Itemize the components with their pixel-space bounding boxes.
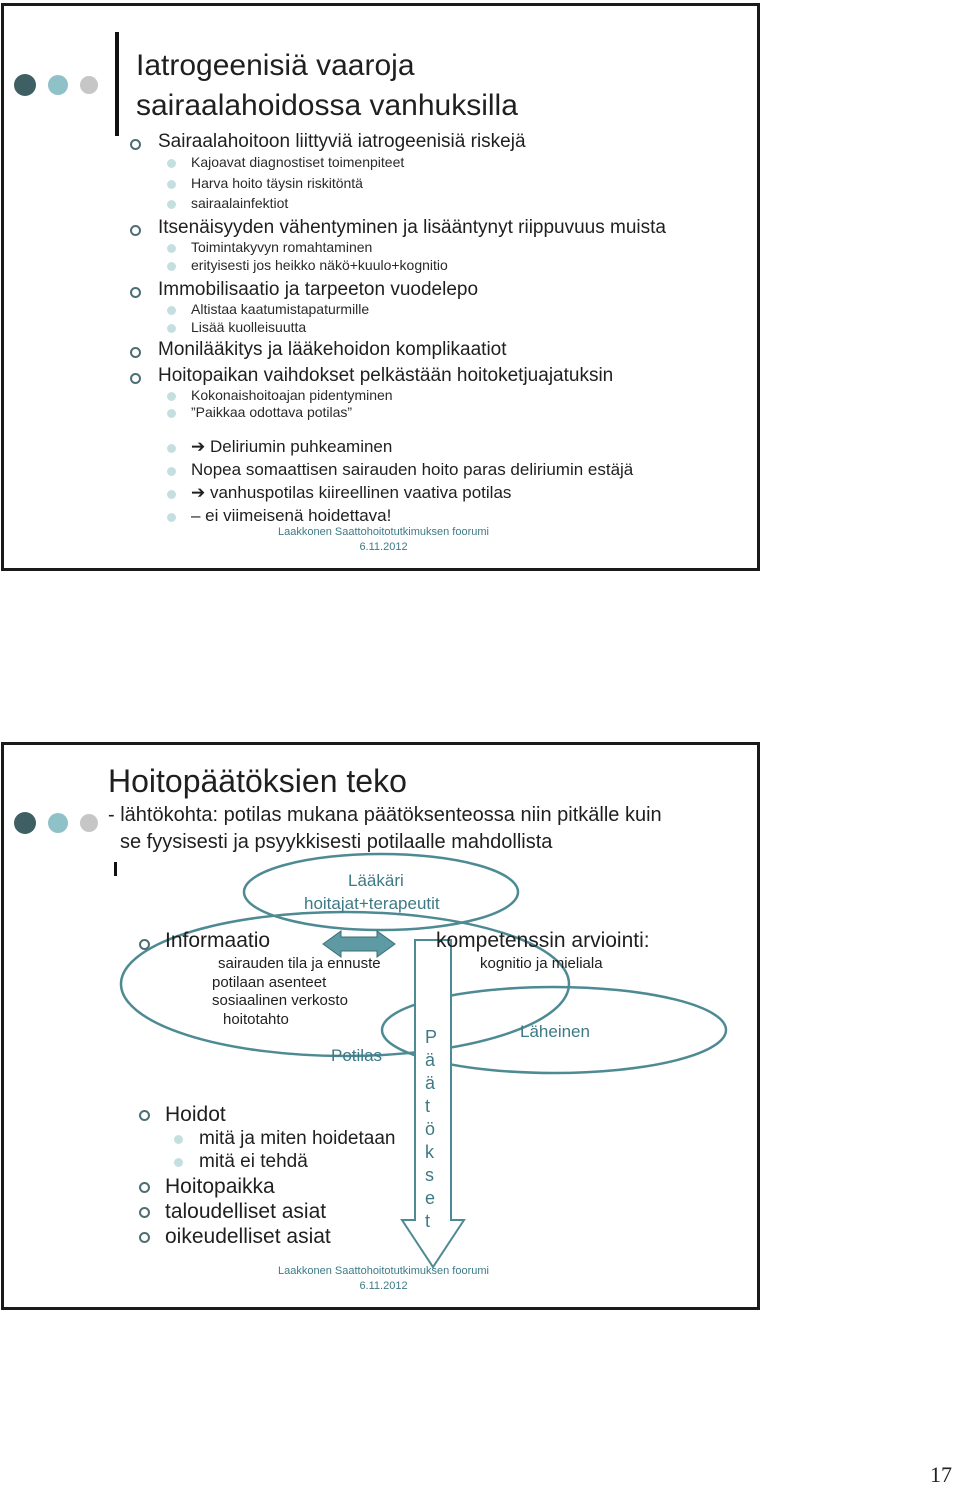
slide-1 — [1, 3, 760, 571]
bullet-text-level-3: ➔ vanhuspotilas kiireellinen vaativa potilas — [191, 483, 512, 502]
bullet-dot — [167, 444, 176, 453]
decision-arrow-icon — [402, 940, 464, 1267]
intro-line1: - lähtökohta: potilas mukana päätöksenteossa niin pitkälle kuin — [108, 804, 662, 826]
arrow-letter: ä — [425, 1050, 436, 1070]
bullet-text-level-2: erityisesti jos heikko näkö+kuulo+kognitio — [191, 257, 448, 273]
bullet-text-level-3: Nopea somaattisen sairauden hoito paras deliriumin estäjä — [191, 460, 634, 479]
kognitio-label: kognitio ja mieliala — [480, 955, 603, 972]
bullet-ring — [130, 139, 141, 150]
bottom-item: oikeudelliset asiat — [165, 1225, 331, 1248]
footer-author: Laakkonen Saattohoitotutkimuksen foorumi — [278, 526, 489, 538]
dot-mid — [48, 75, 68, 95]
bottom-item: Hoitopaikka — [165, 1175, 275, 1198]
bullet-ring — [130, 287, 141, 298]
bullet-ring — [139, 1110, 150, 1121]
potilas-label: Potilas — [331, 1046, 383, 1065]
info-item: potilaan asenteet — [212, 974, 327, 991]
bullet-ring — [130, 225, 141, 236]
bullet-text-level-2: sairaalainfektiot — [191, 195, 289, 211]
bullet-text-level-1: Sairaalahoitoon liittyviä iatrogeenisiä riskejä — [158, 131, 526, 152]
bullet-text-level-1: Itsenäisyyden vähentyminen ja lisääntynyt riippuvuus muista — [158, 217, 666, 238]
decision-diagram — [4, 745, 757, 1307]
slide-title-line1: Iatrogeenisiä vaaroja — [136, 49, 415, 82]
top-ellipse-label2: hoitajat+terapeutit — [304, 894, 440, 913]
bullet-dot — [167, 262, 176, 271]
bullet-dot — [167, 200, 176, 209]
informaatio-label: Informaatio — [165, 929, 271, 952]
footer-date: 6.11.2012 — [359, 1280, 408, 1292]
bullet-text-level-2: ”Paikkaa odottava potilas” — [191, 404, 353, 420]
bullet-text-level-3: ➔ Deliriumin puhkeaminen — [191, 437, 393, 456]
info-item: hoitotahto — [223, 1011, 289, 1028]
bullet-dot — [167, 392, 176, 401]
dot-light — [80, 76, 98, 94]
info-item: sosiaalinen verkosto — [212, 992, 348, 1009]
intro-line2: se fyysisesti ja psyykkisesti potilaalle mahdollista — [120, 831, 553, 853]
bullet-dot — [167, 409, 176, 418]
arrow-letter: s — [425, 1165, 434, 1185]
bullet-dot — [167, 180, 176, 189]
slide-title-line2: sairaalahoidossa vanhuksilla — [136, 89, 518, 122]
arrow-letter: t — [425, 1211, 431, 1231]
bullet-text-level-2: Altistaa kaatumistapaturmille — [191, 301, 370, 317]
bullet-text-level-1: Immobilisaatio ja tarpeeton vuodelepo — [158, 279, 479, 300]
bullet-text-level-2: Harva hoito täysin riskitöntä — [191, 175, 363, 191]
arrow-letter: t — [425, 1096, 431, 1116]
bullet-ring — [130, 373, 141, 384]
top-ellipse-label1: Lääkäri — [348, 871, 404, 890]
bottom-item: taloudelliset asiat — [165, 1200, 327, 1223]
info-item: sairauden tila ja ennuste — [218, 955, 381, 972]
arrow-letter: ä — [425, 1073, 436, 1093]
double-arrow-icon — [323, 931, 395, 957]
bullet-text-level-2: Kokonaishoitoajan pidentyminen — [191, 387, 393, 403]
bullet-ring — [139, 1232, 150, 1243]
bullet-text-level-2: Lisää kuolleisuutta — [191, 319, 307, 335]
bullet-text-level-1: Hoitopaikan vaihdokset pelkästään hoitoketjuajatuksin — [158, 365, 614, 386]
bullet-ring — [139, 939, 150, 950]
top-ellipse — [244, 854, 518, 930]
arrow-letter: e — [425, 1188, 436, 1208]
footer-date: 6.11.2012 — [359, 541, 408, 553]
page-number: 17 — [930, 1462, 952, 1487]
bullet-ring — [139, 1207, 150, 1218]
bullet-text-level-1: Monilääkitys ja lääkehoidon komplikaatiot — [158, 339, 507, 360]
hoidot-item: mitä ei tehdä — [199, 1151, 308, 1172]
kompetenssi-label: kompetenssin arviointi: — [436, 929, 650, 952]
bullet-dot — [174, 1135, 183, 1144]
bullet-dot — [167, 513, 176, 522]
arrow-letter: k — [425, 1142, 434, 1162]
hoidot-item: mitä ja miten hoidetaan — [199, 1128, 396, 1149]
bullet-ring — [139, 1182, 150, 1193]
arrow-letter: P — [425, 1027, 438, 1047]
bullet-dot — [167, 490, 176, 499]
slide-title: Hoitopäätöksien teko — [108, 763, 407, 799]
bullet-dot — [167, 306, 176, 315]
footer-author: Laakkonen Saattohoitotutkimuksen foorumi — [278, 1265, 489, 1277]
arrow-letter: ö — [425, 1119, 436, 1139]
bullet-dot — [167, 244, 176, 253]
slide-2 — [1, 742, 760, 1310]
bullet-text-level-3: – ei viimeisenä hoidettava! — [191, 506, 392, 525]
bullet-dot — [174, 1158, 183, 1167]
bullet-text-level-2: Kajoavat diagnostiset toimenpiteet — [191, 154, 405, 170]
laheinen-label: Läheinen — [520, 1022, 590, 1041]
bullet-dot — [167, 159, 176, 168]
bullet-dot — [167, 324, 176, 333]
title-bar — [115, 32, 119, 136]
hoidot-label: Hoidot — [165, 1103, 226, 1126]
bullet-text-level-2: Toimintakyvyn romahtaminen — [191, 239, 373, 255]
bullet-dot — [167, 467, 176, 476]
bullet-ring — [130, 347, 141, 358]
dot-dark — [14, 74, 36, 96]
